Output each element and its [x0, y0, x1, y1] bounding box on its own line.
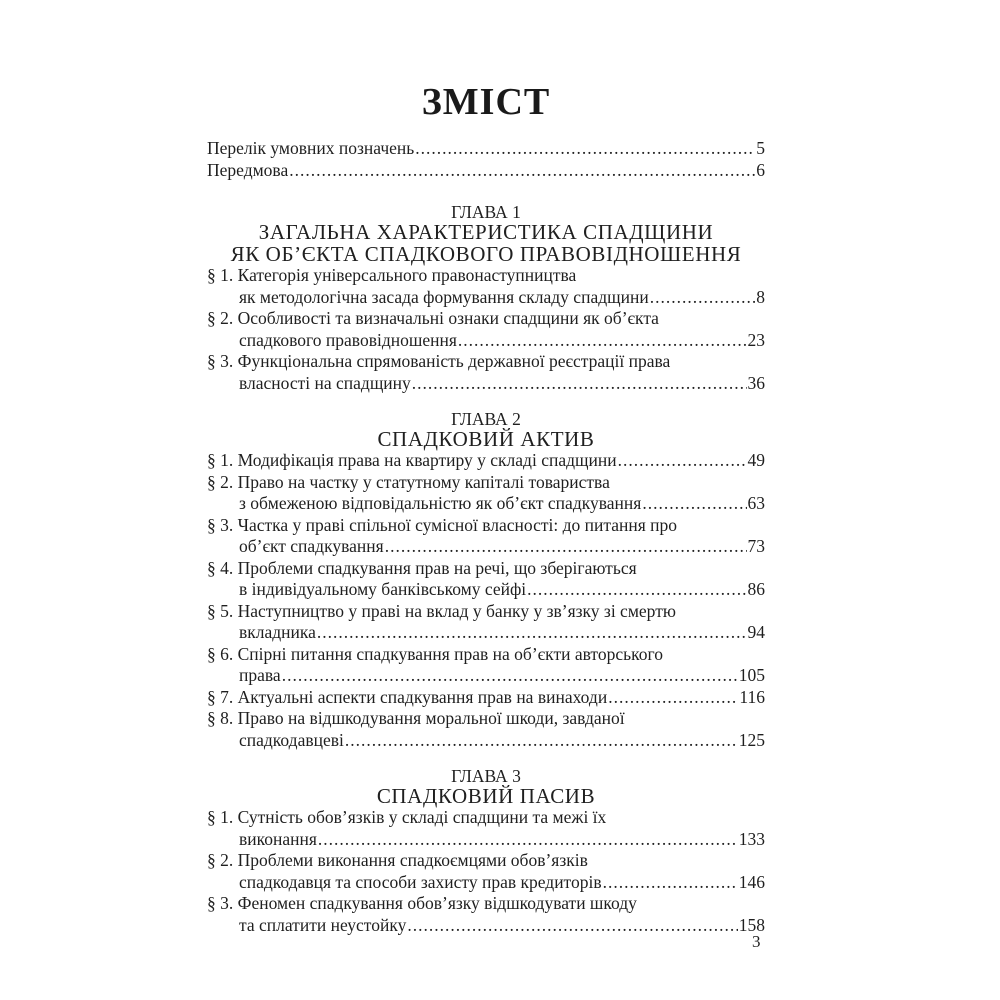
- toc-page-number: 63: [747, 493, 765, 513]
- dot-leader: [289, 160, 755, 182]
- toc-section[interactable]: [207, 807, 765, 850]
- toc-page-number: 8: [756, 286, 765, 307]
- dot-leader: [412, 373, 747, 395]
- section-title-continuation: [207, 872, 765, 894]
- section-title-continuation: [207, 287, 765, 309]
- toc-section[interactable]: [207, 472, 765, 515]
- section-title-line: § 4. Проблеми спадкування прав на речі, що зберігаються: [207, 557, 637, 578]
- section-title-text: виконання: [239, 828, 317, 849]
- section-title-text: з обмеженою відповідальністю як об’єкт спадкування: [239, 493, 642, 513]
- toc-entry-text: Перелік умовних позначень: [207, 138, 415, 158]
- dot-leader: [458, 330, 747, 352]
- section-title-line: § 2. Проблеми виконання спадкоємцями обов’язків: [207, 850, 588, 870]
- section-title-text: об’єкт спадкування: [239, 536, 384, 556]
- toc-entry-text: Передмова: [207, 159, 289, 180]
- dot-leader: [618, 450, 747, 472]
- toc-section[interactable]: [207, 850, 765, 893]
- section-title-continuation: [207, 536, 765, 558]
- section-title-continuation: [207, 330, 765, 352]
- dot-leader: [527, 579, 746, 601]
- toc-page-number: 133: [738, 828, 765, 849]
- section-title-line: § 1. Категорія універсального правонаступництва: [207, 265, 577, 285]
- toc-entry[interactable]: [207, 160, 765, 182]
- toc-page-number: 146: [738, 871, 765, 892]
- section-title-text: спадкодавцеві: [239, 729, 344, 750]
- section-title-continuation: [207, 622, 765, 644]
- section-title-text: спадкодавця та способи захисту прав кредиторів: [239, 871, 602, 892]
- toc-section[interactable]: [207, 601, 765, 644]
- dot-leader: [385, 536, 747, 558]
- section-title-line: § 3. Феномен спадкування обов’язку відшкодувати шкоду: [207, 893, 637, 913]
- page-number: 3: [752, 932, 761, 951]
- section-title-line: § 6. Спірні питання спадкування прав на об’єкти авторського: [207, 643, 663, 664]
- chapter-label: ГЛАВА 1: [451, 202, 521, 222]
- section-title-continuation: [207, 829, 765, 851]
- chapter-heading: [207, 203, 765, 265]
- section-title-text: та сплатити неустойку: [239, 914, 407, 935]
- section-title-continuation: [207, 373, 765, 395]
- chapter-label: ГЛАВА 3: [451, 766, 521, 786]
- section-title-continuation: [207, 579, 765, 601]
- section-title-line: § 1. Сутність обов’язків у складі спадщини та межі їх: [207, 807, 607, 827]
- section-title-continuation: [207, 665, 765, 687]
- toc-entry[interactable]: [207, 138, 765, 160]
- toc-section[interactable]: [207, 351, 765, 394]
- chapter-heading: [207, 767, 765, 807]
- front-matter: [207, 138, 765, 181]
- toc-section[interactable]: [207, 558, 765, 601]
- chapter-title: СПАДКОВИЙ АКТИВ: [377, 427, 595, 451]
- dot-leader: [317, 622, 747, 644]
- dot-leader: [603, 872, 738, 894]
- chapter-title: ЯК ОБ’ЄКТА СПАДКОВОГО ПРАВОВІДНОШЕННЯ: [230, 242, 742, 266]
- toc-page-number: 6: [756, 159, 765, 180]
- toc-page-number: 125: [738, 729, 765, 750]
- toc-section[interactable]: [207, 265, 765, 308]
- section-title-line: § 2. Право на частку у статутному капіталі товариства: [207, 471, 610, 492]
- dot-leader: [415, 138, 755, 160]
- section-title-text: § 1. Модифікація права на квартиру у складі спадщини: [207, 450, 617, 470]
- section-title-line: § 3. Функціональна спрямованість державної реєстрації права: [207, 351, 671, 371]
- toc-page-number: 73: [747, 536, 765, 556]
- toc-page-number: 116: [739, 686, 765, 707]
- section-title-text: власності на спадщину: [239, 372, 411, 393]
- toc-page-number: 36: [747, 372, 765, 393]
- toc-section[interactable]: [207, 515, 765, 558]
- dot-leader: [650, 287, 756, 309]
- chapter-title: ЗАГАЛЬНА ХАРАКТЕРИСТИКА СПАДЩИНИ: [258, 220, 714, 244]
- section-title-text: в індивідуальному банківському сейфі: [239, 579, 527, 599]
- dot-leader: [407, 915, 737, 937]
- section-title-line: § 2. Особливості та визначальні ознаки спадщини як об’єкта: [207, 308, 659, 328]
- section-title-text: вкладника: [239, 622, 316, 642]
- dot-leader: [608, 687, 738, 709]
- chapter-title: СПАДКОВИЙ ПАСИВ: [376, 784, 596, 808]
- dot-leader: [345, 730, 738, 752]
- toc-section[interactable]: [207, 308, 765, 351]
- section-title-line: [207, 687, 765, 709]
- toc-page-number: 86: [747, 579, 765, 599]
- chapter-label: ГЛАВА 2: [451, 409, 521, 429]
- toc-page-number: 158: [738, 914, 765, 935]
- section-title-continuation: [207, 730, 765, 752]
- table-of-contents: [207, 80, 765, 936]
- dot-leader: [318, 829, 738, 851]
- section-title-continuation: [207, 915, 765, 937]
- dot-leader: [282, 665, 738, 687]
- section-title-text: спадкового правовідношення: [239, 329, 457, 350]
- toc-page-number: 94: [747, 622, 765, 642]
- section-title-line: § 5. Наступництво у праві на вклад у банку у зв’язку зі смертю: [207, 600, 676, 621]
- chapters-list: [207, 203, 765, 936]
- toc-section[interactable]: [207, 687, 765, 709]
- toc-page-number: 105: [738, 665, 765, 685]
- section-title-text: права: [239, 665, 281, 685]
- section-title-continuation: [207, 493, 765, 515]
- toc-section[interactable]: [207, 893, 765, 936]
- section-title-line: [207, 450, 765, 472]
- toc-page-number: 49: [747, 450, 765, 470]
- dot-leader: [642, 493, 746, 515]
- toc-section[interactable]: [207, 450, 765, 472]
- section-title-line: § 8. Право на відшкодування моральної шкоди, завданої: [207, 708, 625, 728]
- toc-section[interactable]: [207, 708, 765, 751]
- page-title: ЗМІСТ: [421, 81, 551, 123]
- toc-page-number: 23: [747, 329, 765, 350]
- section-title-text: як методологічна засада формування складу спадщини: [239, 286, 649, 307]
- section-title-text: § 7. Актуальні аспекти спадкування прав на винаходи: [207, 686, 608, 707]
- toc-page-number: 5: [756, 138, 765, 158]
- chapter-heading: [207, 410, 765, 450]
- toc-section[interactable]: [207, 644, 765, 687]
- section-title-line: § 3. Частка у праві спільної сумісної власності: до питання про: [207, 514, 678, 535]
